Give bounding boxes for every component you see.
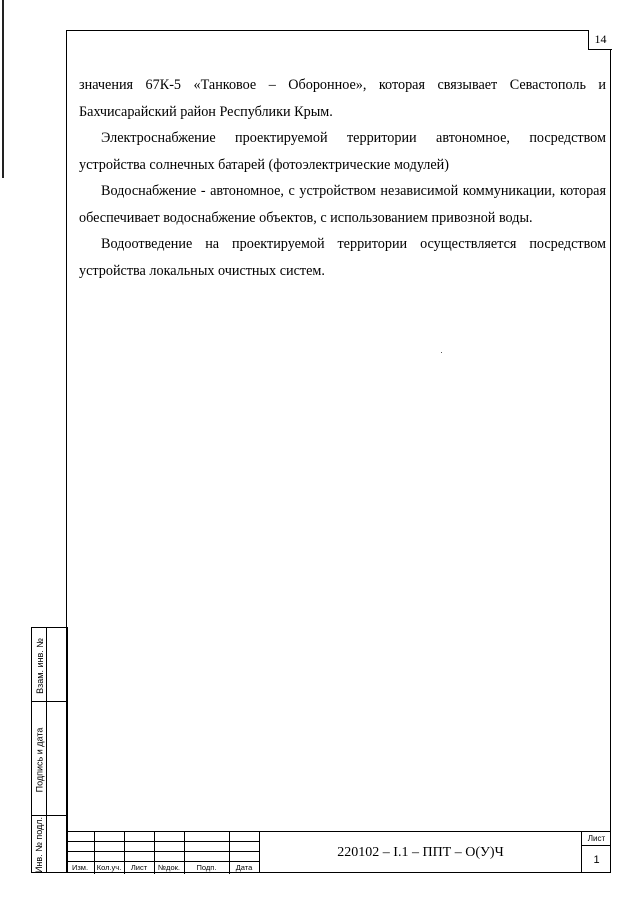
col-data: Дата: [235, 863, 253, 872]
revision-table: [66, 831, 259, 874]
paragraph-3: Водоснабжение - автономное, с устройством независимой коммуникации, которая обеспечивает водоснабжение объектов, с использованием привозной воды.: [79, 183, 606, 226]
side-stamp-podpis-data: [31, 701, 68, 816]
paragraph-4: Водоотведение на проектируемой территории осуществляется посредством устройства локальных очистных систем.: [79, 236, 606, 279]
body-text: [79, 72, 606, 284]
col-podp: Подп.: [196, 863, 217, 872]
vzam-inv-label: Взам. инв. №: [34, 637, 45, 694]
sheet-number: 1: [593, 854, 600, 866]
side-stamp-inv-podl: [31, 815, 68, 873]
paragraph-1: значения 67К-5 «Танковое – Оборонное», которая связывает Севастополь и Бахчисарайский район Республики Крым.: [79, 77, 606, 120]
inv-podl-label: Инв. № подл.: [34, 816, 45, 874]
scan-edge-line: [2, 0, 4, 178]
podpis-data-label: Подпись и дата: [34, 727, 45, 792]
title-block: [66, 831, 611, 873]
side-stamp-vzam-inv: [31, 627, 68, 702]
sheet-label: Лист: [582, 832, 611, 846]
col-izm: Изм.: [71, 863, 89, 872]
col-ndok: №док.: [158, 863, 180, 872]
col-kol-uch: Кол.уч.: [96, 863, 122, 872]
sheet-cell: [581, 831, 611, 873]
page-number: 14: [588, 30, 612, 50]
paragraph-2: Электроснабжение проектируемой территории автономное, посредством устройства солнечных батарей (фотоэлектрические модулей): [79, 130, 606, 173]
document-code: 220102 – I.1 – ППТ – О(У)Ч: [259, 831, 581, 873]
scan-speck: [441, 352, 442, 353]
col-list: Лист: [130, 863, 148, 872]
